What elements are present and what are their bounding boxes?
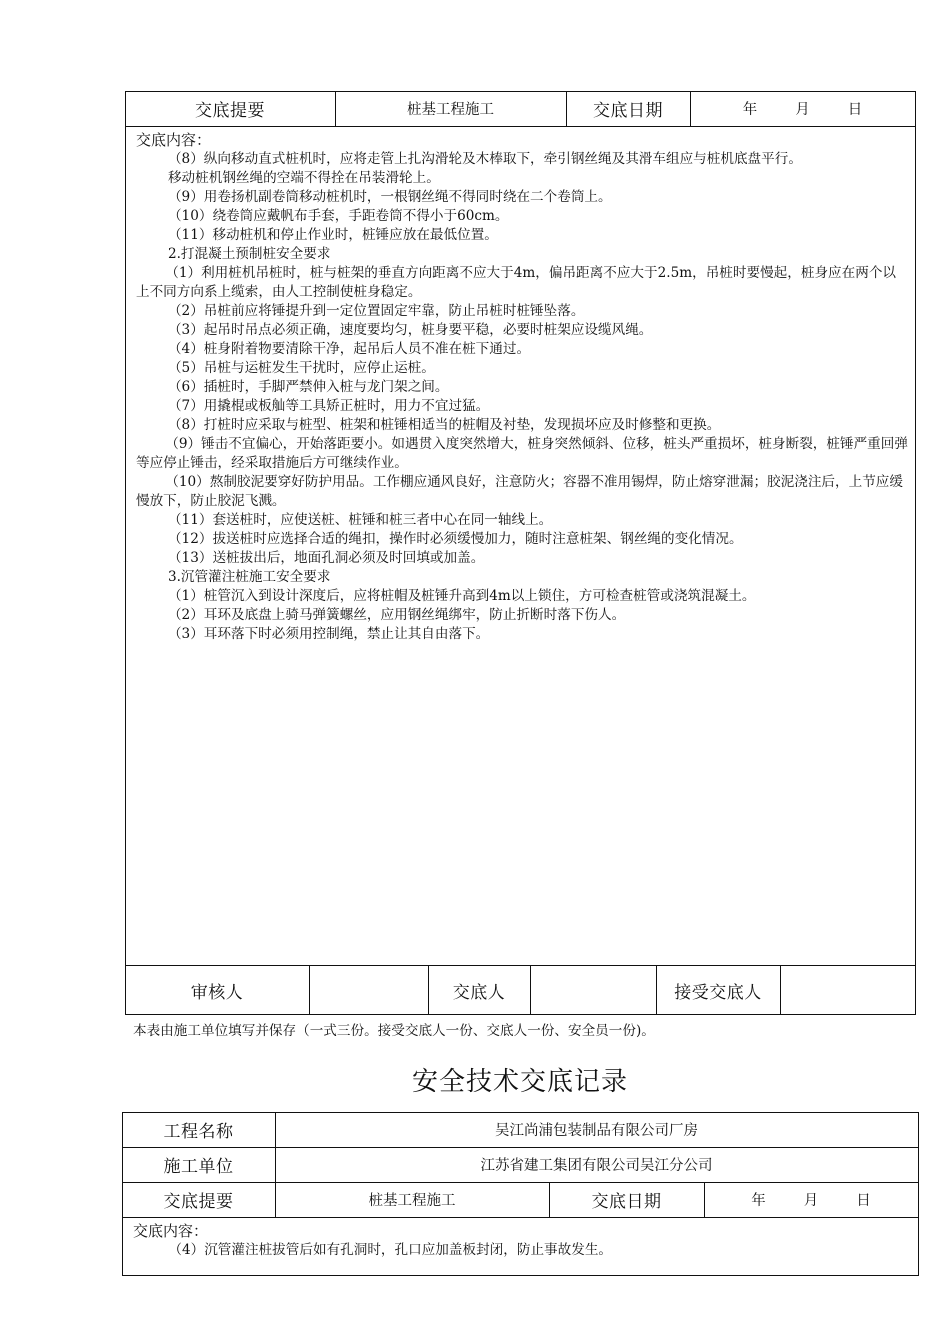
content-line: （6）插桩时，手脚严禁伸入桩与龙门架之间。 bbox=[167, 379, 449, 395]
content-line: 3.沉管灌注桩施工安全要求 bbox=[167, 569, 331, 585]
content-line: （4）桩身附着物要清除干净，起吊后人员不准在桩下通过。 bbox=[167, 341, 531, 357]
form1-receiver-field[interactable] bbox=[780, 965, 915, 1015]
form2-date-month: 月 bbox=[803, 1193, 819, 1209]
content-line: （13）送桩拔出后，地面孔洞必须及时回填或加盖。 bbox=[167, 550, 485, 566]
page-title: 安全技术交底记录 bbox=[411, 1067, 628, 1097]
content-line: （5）吊桩与运桩发生干扰时，应停止运桩。 bbox=[167, 360, 435, 376]
form1-date-day: 日 bbox=[847, 102, 863, 118]
form2-unit-value: 江苏省建工集团有限公司吴江分公司 bbox=[480, 1158, 713, 1174]
form1-reviewer-field[interactable] bbox=[309, 965, 428, 1015]
content-line: （10）熬制胶泥要穿好防护用品。工作棚应通风良好，注意防火；容器不准用锡焊，防止熔穿泄漏；胶泥浇注后，上节应缓慢放下，防止胶泥飞溅。 bbox=[136, 474, 903, 509]
form1-date-value bbox=[690, 91, 915, 126]
form1-subject-label: 交底提要 bbox=[195, 101, 265, 121]
form2-content-label: 交底内容： bbox=[133, 1222, 209, 1240]
form2-date-day: 日 bbox=[856, 1193, 871, 1209]
form1-date-year: 年 bbox=[742, 102, 758, 118]
form1-presenter-field[interactable] bbox=[530, 965, 656, 1015]
content-line: （3）起吊时吊点必须正确，速度要均匀，桩身要平稳，必要时桩架应设缆风绳。 bbox=[167, 322, 653, 338]
form1-date-month: 月 bbox=[795, 102, 810, 118]
content-line: （7）用撬棍或板舢等工具矫正桩时，用力不宜过猛。 bbox=[167, 398, 490, 414]
form1-content-label: 交底内容： bbox=[136, 131, 212, 149]
content-line: （8）打桩时应采取与桩型、桩架和桩锤相适当的桩帽及衬垫，发现损坏应及时修整和更换。 bbox=[167, 417, 721, 433]
content-line: （8）纵向移动直式桩机时，应将走管上扎沟滑轮及木棒取下，牵引钢丝绳及其滑车组应与桩机底盘平行。 bbox=[167, 151, 802, 167]
content-line: 移动桩机钢丝绳的空端不得拴在吊装滑轮上。 bbox=[167, 170, 440, 186]
content-line: （11）移动桩机和停止作业时，桩锤应放在最低位置。 bbox=[167, 227, 498, 243]
content-line: （1）桩管沉入到设计深度后，应将桩帽及桩锤升高到4m以上锁住，方可检查桩管或浇筑混凝土。 bbox=[167, 588, 756, 604]
content-line: 2.打混凝土预制桩安全要求 bbox=[167, 246, 331, 262]
form1-date-label: 交底日期 bbox=[593, 101, 663, 121]
form2-project-label: 工程名称 bbox=[163, 1122, 234, 1142]
content-line: （11）套送桩时，应使送桩、桩锤和桩三者中心在同一轴线上。 bbox=[167, 512, 553, 528]
form1-receiver-label: 接受交底人 bbox=[674, 982, 762, 1003]
form-note: 本表由施工单位填写并保存（一式三份。接受交底人一份、交底人一份、安全员一份)。 bbox=[133, 1023, 655, 1039]
content-line: （2）耳环及底盘上骑马弹簧螺丝，应用钢丝绳绑牢，防止折断时落下伤人。 bbox=[167, 607, 626, 623]
form2-content bbox=[133, 1222, 909, 1260]
form1-header-divider bbox=[125, 126, 915, 127]
form2-subject-label: 交底提要 bbox=[163, 1192, 234, 1212]
content-line: （9）锤击不宜偏心，开始落距要小。如遇贯入度突然增大，桩身突然倾斜、位移，桩头严重损坏，桩身断裂，桩锤严重回弹等应停止锤击，经采取措施后方可继续作业。 bbox=[136, 436, 908, 471]
form1-reviewer-label: 审核人 bbox=[190, 982, 244, 1003]
content-line: （3）耳环落下时必须用控制绳，禁止让其自由落下。 bbox=[167, 626, 490, 642]
content-line: （4）沉管灌注桩拔管后如有孔洞时，孔口应加盖板封闭，防止事故发生。 bbox=[168, 1242, 613, 1258]
form2-row3-divider bbox=[122, 1217, 918, 1218]
content-line: （10）绕卷筒应戴帆布手套，手距卷筒不得小于60cm。 bbox=[167, 208, 509, 224]
form2-unit-label: 施工单位 bbox=[163, 1157, 234, 1177]
form1-content bbox=[136, 131, 908, 644]
content-line: （9）用卷扬机副卷筒移动桩机时，一根钢丝绳不得同时绕在二个卷筒上。 bbox=[167, 189, 612, 205]
form2-subject-value: 桩基工程施工 bbox=[368, 1193, 456, 1209]
content-line: （1）利用桩机吊桩时，桩与桩架的垂直方向距离不应大于4m，偏吊距离不应大于2.5m，吊桩时要慢起，桩身应在两个以上不同方向系上缆索，由人工控制使桩身稳定。 bbox=[136, 265, 897, 300]
form1-presenter-label: 交底人 bbox=[452, 982, 506, 1003]
form2-date-label: 交底日期 bbox=[591, 1192, 662, 1212]
content-line: （12）拔送桩时应选择合适的绳扣，操作时必须缓慢加力，随时注意桩架、钢丝绳的变化情况。 bbox=[167, 531, 743, 547]
form1-subject-value: 桩基工程施工 bbox=[407, 102, 494, 118]
form2-project-value: 吴江尚浦包装制品有限公司厂房 bbox=[495, 1123, 698, 1139]
content-line: （2）吊桩前应将锤提升到一定位置固定牢靠，防止吊桩时桩锤坠落。 bbox=[167, 303, 585, 319]
form2-date-value bbox=[704, 1182, 918, 1217]
form2-date-year: 年 bbox=[751, 1193, 766, 1209]
